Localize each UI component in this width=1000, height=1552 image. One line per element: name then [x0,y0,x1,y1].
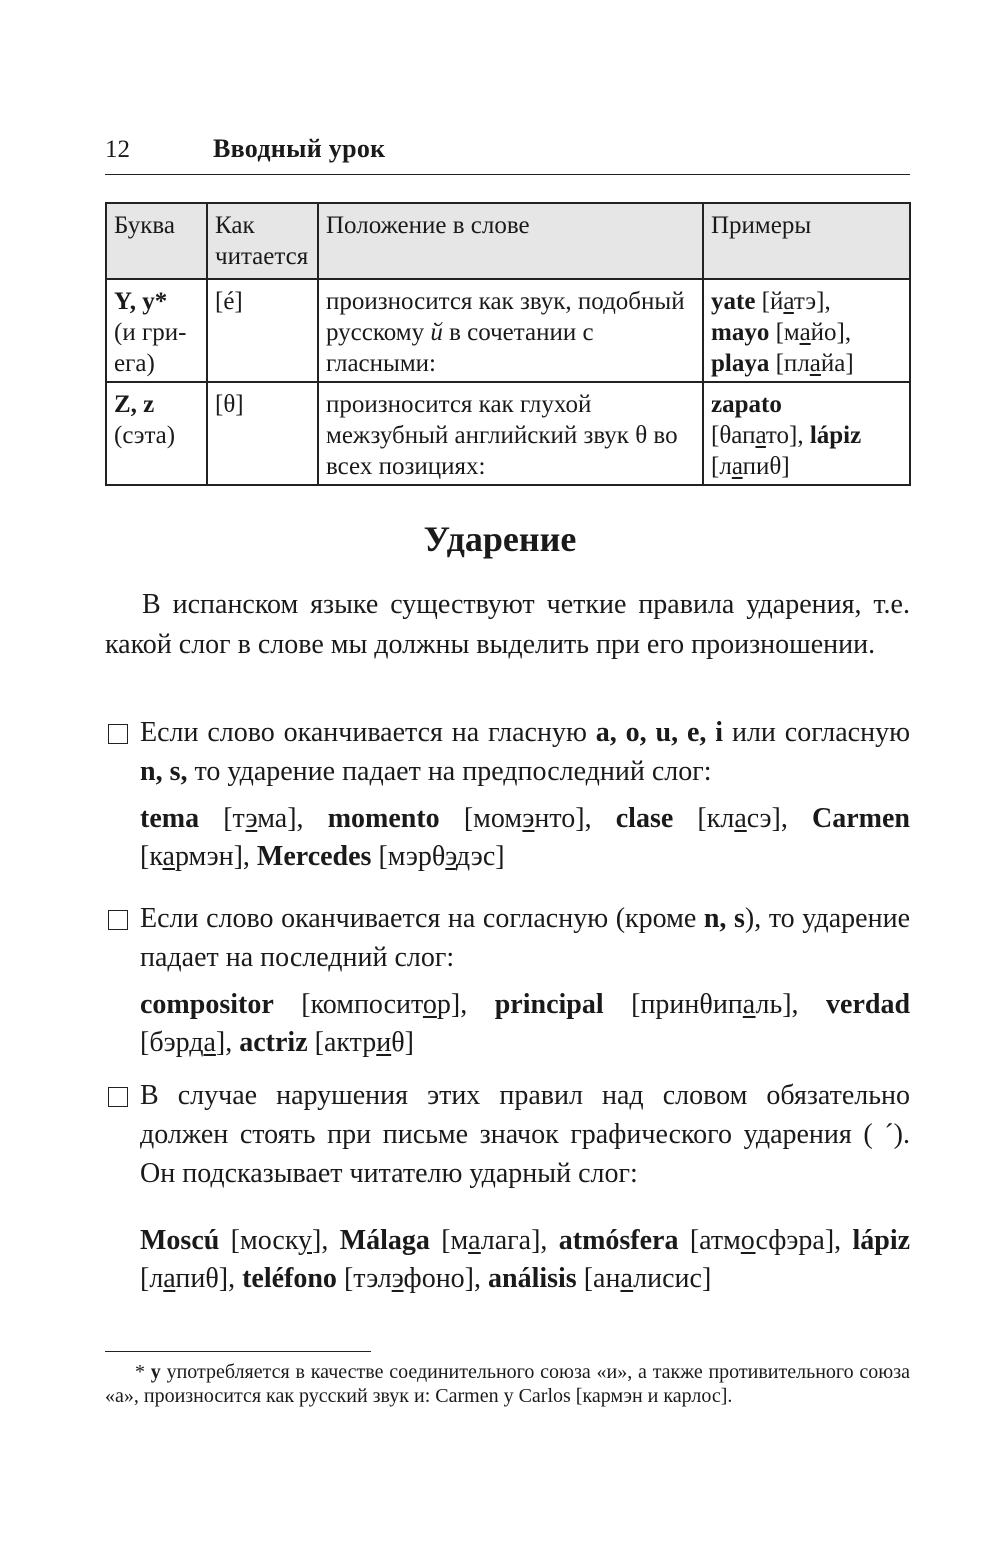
text-span: сфэра], [755,1225,842,1256]
letter-cell [106,279,207,382]
footnote-mark: * [135,1361,145,1383]
intro-paragraph: В испанском языке существуют четкие правила ударения, т.е. какой слог в слове мы должны выделить при его произношении. [105,589,910,660]
text-span: [м [441,1225,469,1256]
example-word: tema [140,803,200,834]
transcription: йо], [810,319,852,346]
footnote-text: употребляется в качестве соединительного союза «и», а также противительного союза «а», произносится как русский звук и: Carmen y Carlos [кармэн и карлос]. [105,1361,911,1407]
example-word: n, s [703,903,745,934]
letter-name: (сэта) [114,422,176,449]
text-span: [моск [230,1225,299,1256]
text-span: рмэн], [174,841,250,872]
stressed-vowel: а [731,453,743,480]
text-span: [ан [583,1263,621,1294]
text-span: [мэрθ [378,841,446,872]
text-span: нто], [534,803,592,834]
text-span: или согласную [723,717,910,748]
letters-table [105,202,911,486]
table-row [106,382,910,485]
running-header [105,128,910,175]
rule-item [105,1076,910,1193]
text-span: [принθип [631,989,743,1020]
text-span: [тэл [343,1263,392,1294]
rule-examples [140,1222,910,1298]
footnote [105,1360,910,1408]
position-cell: произносится как глухой межзубный английский звук θ во всех позициях: [318,382,703,485]
example-word: atmósfera [558,1225,679,1256]
rule-text: В случае нарушения этих правил над словом обязательно должен стоять при письме значок графического ударения ( ´). Он подсказывает читателю ударный слог: [140,1080,910,1189]
stressed-vowel: э [522,803,535,834]
stressed-vowel: а [783,288,794,315]
rule-text [140,713,910,791]
footnote-word: y [150,1361,161,1383]
example-word: yate [711,288,756,315]
example-word: momento [327,803,440,834]
section-title: Ударение [423,519,577,559]
text-span: лага], [480,1225,548,1256]
text-span: [л [140,1263,164,1294]
stressed-vowel: а [809,350,821,377]
text-span: пиθ], [175,1263,236,1294]
text-span: дэс] [455,841,505,872]
text-span: ], [312,1225,329,1256]
stressed-vowel: а [799,319,811,346]
stressed-vowel: э [245,803,258,834]
transcription: тэ], [793,288,831,315]
stressed-vowel: а [468,1225,481,1256]
sound-cell: [é] [207,279,318,382]
example-word: actriz [239,1027,308,1058]
stressed-vowel: о [422,989,437,1020]
text-span: [т [223,803,246,834]
rule-item [105,899,910,977]
stressed-vowel: а [620,1263,634,1294]
example-word: n, s, [140,756,188,787]
sound-cell: [θ] [207,382,318,485]
example-word: mayo [711,319,770,346]
example-word: análisis [488,1263,577,1294]
example-word: Carmen [812,803,911,834]
example-word: principal [494,989,604,1020]
text-span: ), то ударение падает на последний слог: [140,903,910,973]
stressed-vowel: а [203,1027,216,1058]
example-word: verdad [826,989,911,1020]
header-reading: Как читается [207,203,318,279]
stressed-vowel: э [445,841,456,872]
text-span: р], [436,989,468,1020]
example-word: teléfono [242,1263,337,1294]
examples-cell [703,382,910,485]
stressed-vowel: а [162,841,175,872]
page-number: 12 [105,136,130,163]
text-span: фоно], [403,1263,481,1294]
table-header-row [106,203,910,279]
letter: Z, z [114,391,155,418]
stressed-vowel: э [391,1263,404,1294]
text-span: θ] [391,1027,414,1058]
example-word: Mercedes [256,841,372,872]
stressed-vowel: а [755,422,766,449]
text-span: [бэрд [140,1027,204,1058]
text-span: Если слово оканчивается на согласную (кроме [140,903,704,934]
example-word: Málaga [339,1225,430,1256]
text-span: [актр [314,1027,377,1058]
text-span: [атм [689,1225,741,1256]
letter-name: (и гри-ега) [114,319,187,377]
header-position: Положение в слове [318,203,703,279]
header-examples: Примеры [703,203,910,279]
transcription: то], [765,422,804,449]
checkbox-bullet-icon [108,910,128,930]
example-word: Moscú [140,1225,220,1256]
example-word: a, o, u, e, i [595,717,724,748]
text-span: сэ], [746,803,788,834]
stressed-vowel: у [298,1225,313,1256]
letter: Y, y* [114,288,168,315]
example-word: lápiz [809,422,862,449]
text-span: Если слово оканчивается на гласную [140,717,596,748]
header-letter: Буква [106,203,207,279]
position-cell: произносится как звук, подобный русскому й в сочетании с гласными: [318,279,703,382]
example-word: compositor [140,989,274,1020]
stressed-vowel: а [734,803,747,834]
text-span: [кл [697,803,735,834]
stressed-vowel: и [376,1027,392,1058]
table-row [106,279,910,382]
chapter-title: Вводный урок [213,134,386,163]
examples-cell [703,279,910,382]
footnote-divider [105,1351,371,1352]
stressed-vowel: о [740,1225,756,1256]
text-span: ], [215,1027,233,1058]
example-word: zapato [711,391,782,418]
checkbox-bullet-icon [108,1087,128,1107]
example-word: lápiz [852,1225,911,1256]
text-span: ма], [257,803,304,834]
example-word: playa [711,350,770,377]
transcription: [й [761,288,784,315]
rule-examples [140,986,910,1062]
rule-examples [140,800,910,876]
stressed-vowel: а [163,1263,176,1294]
letter-cell [106,382,207,485]
checkbox-bullet-icon [108,724,128,744]
text-span: [компосит [301,989,423,1020]
stressed-vowel: а [742,989,756,1020]
transcription: [л [711,453,732,480]
rule-text [140,899,910,977]
transcription: пиθ] [742,453,790,480]
text-span: то ударение падает на предпоследний слог: [187,756,712,787]
transcription: [θап [711,422,756,449]
transcription: [м [775,319,800,346]
text-span: лисис] [633,1263,712,1294]
example-word: clase [615,803,674,834]
transcription: [пл [775,350,810,377]
rule-item [105,713,910,791]
transcription: йа] [820,350,854,377]
text-span: ль], [755,989,799,1020]
text-span: [мом [463,803,523,834]
text-span: [к [140,841,163,872]
